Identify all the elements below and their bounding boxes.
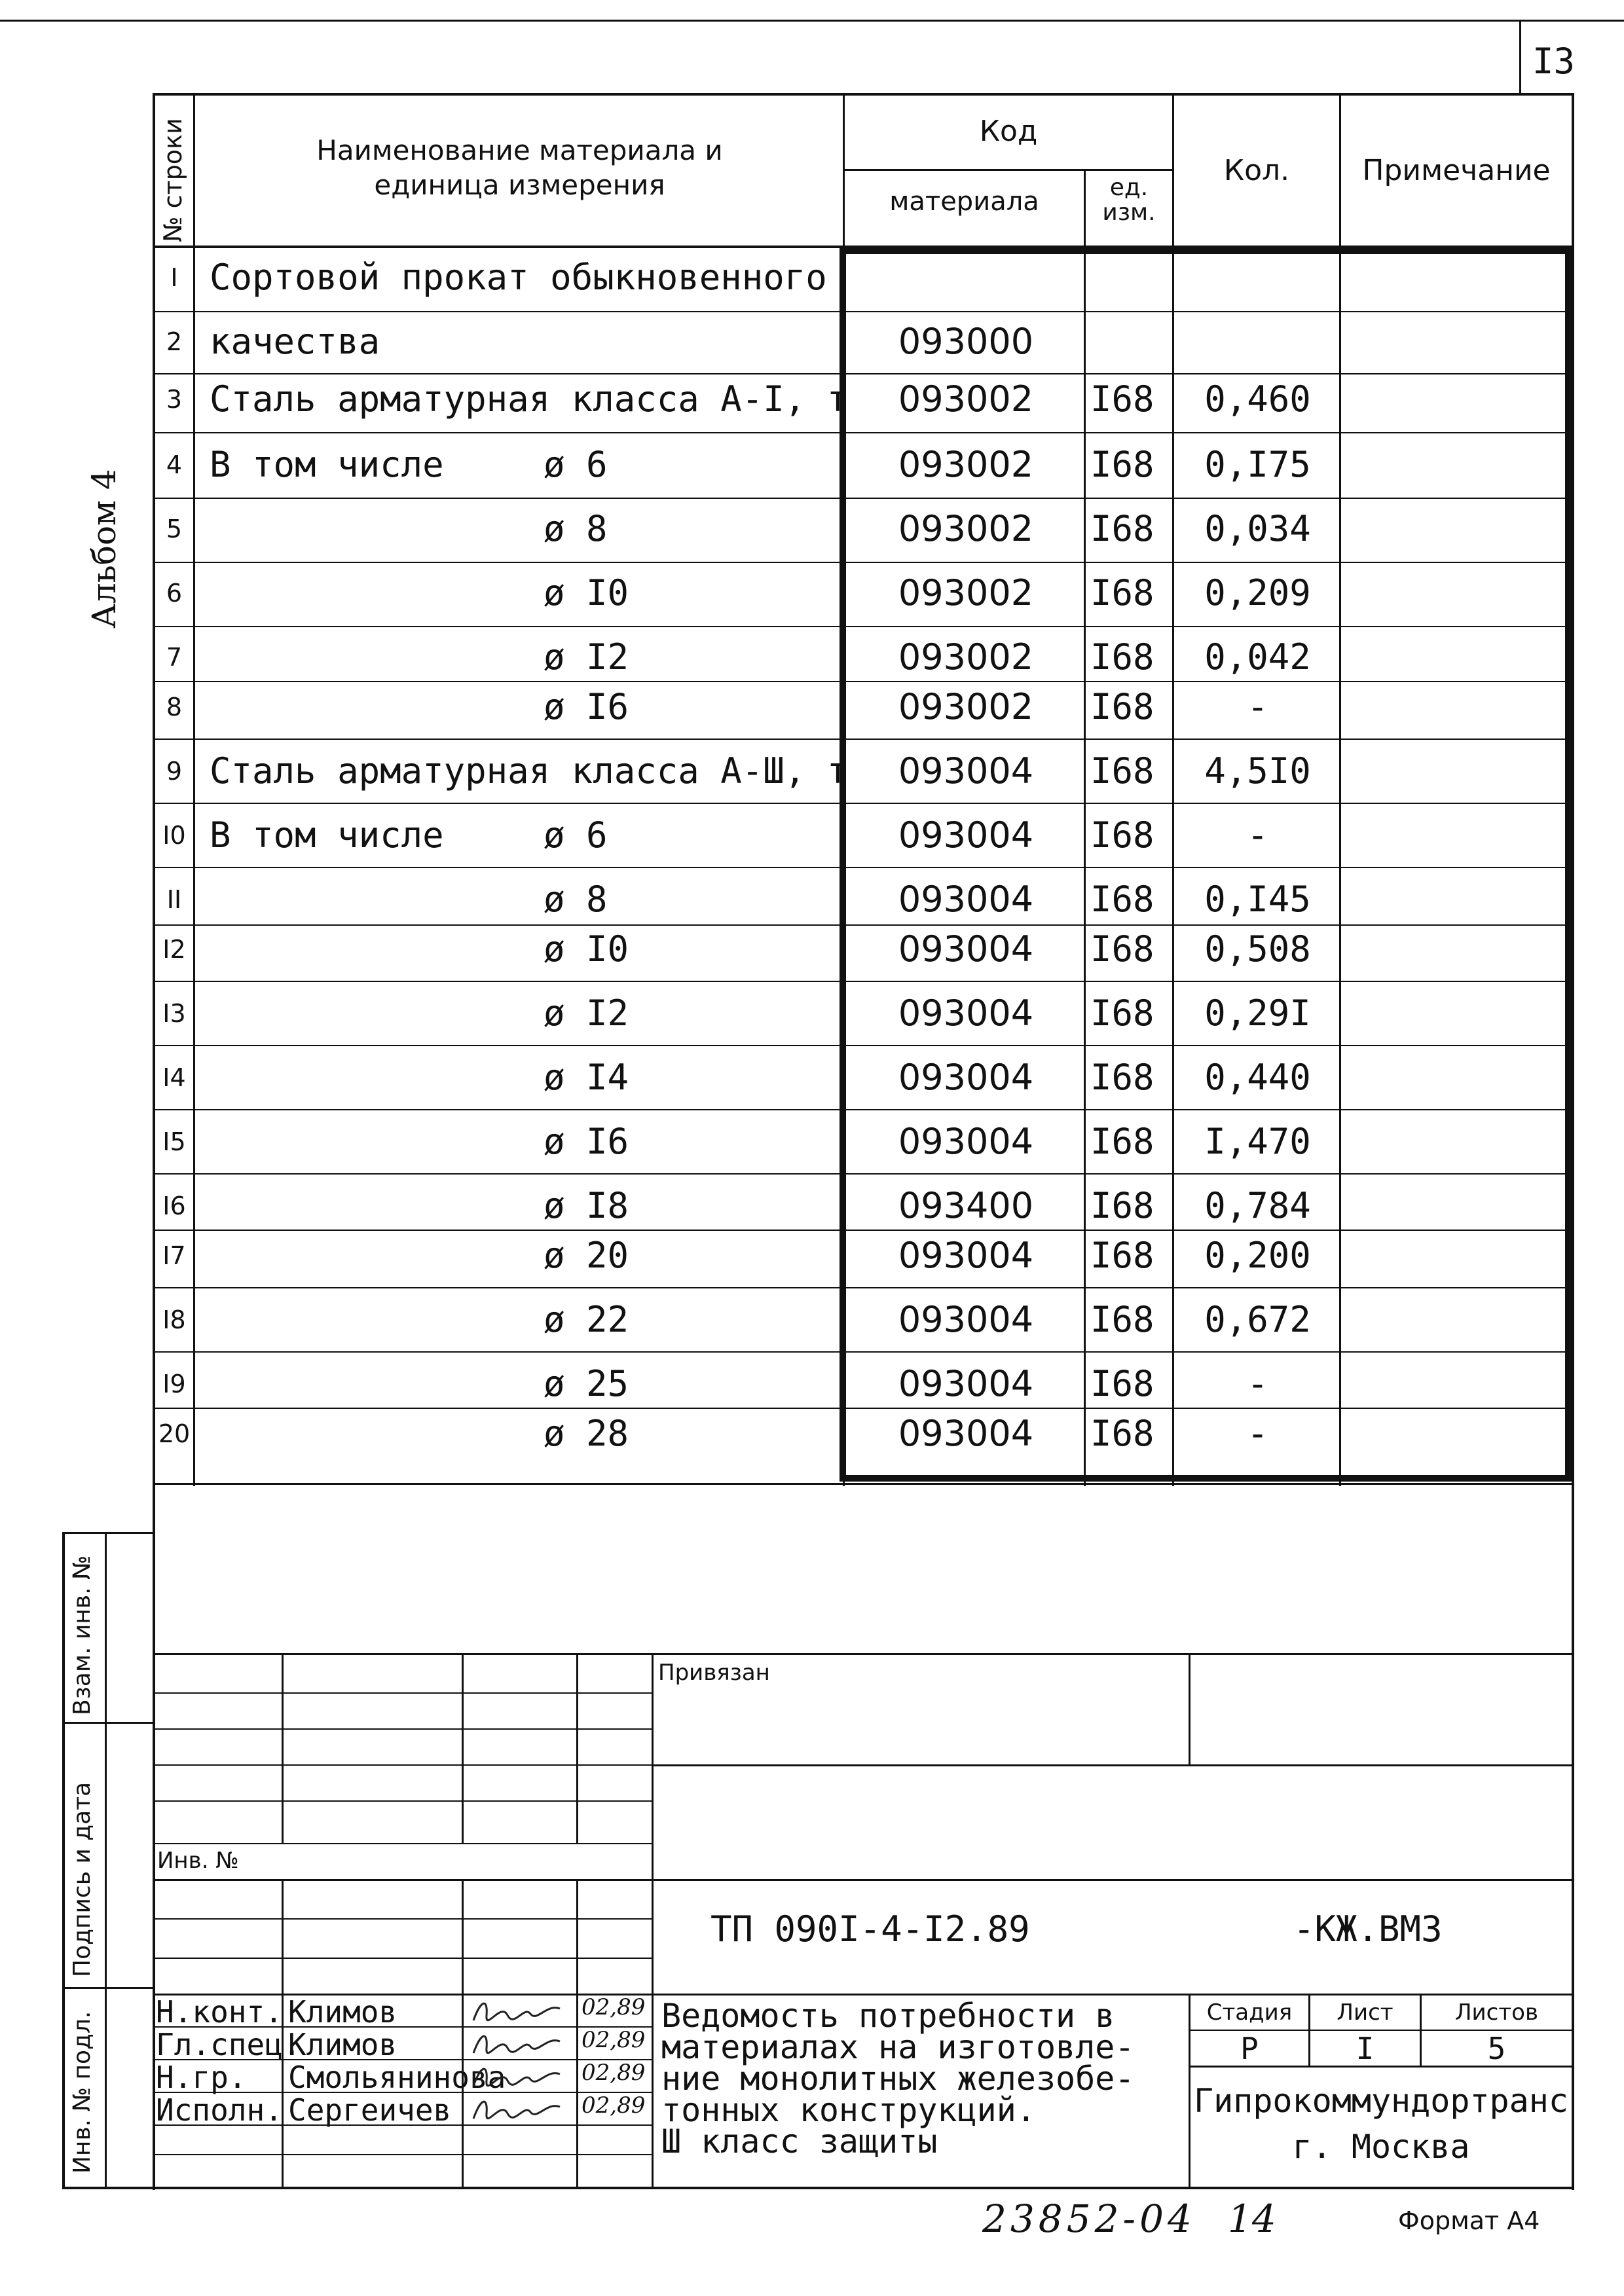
album-label: Альбом 4 — [85, 469, 123, 629]
row-separator — [153, 1408, 1574, 1409]
row-quantity: 0,200 — [1204, 1235, 1311, 1276]
row-number: 9 — [166, 757, 183, 786]
row-unit-code: I68 — [1090, 378, 1154, 420]
tb-h7 — [153, 1918, 654, 1920]
row-number: I3 — [162, 999, 186, 1028]
table-right-border — [1572, 93, 1574, 1486]
row-number: I8 — [162, 1305, 186, 1334]
row-quantity: 0,29I — [1204, 993, 1311, 1034]
signature-icon — [468, 2061, 566, 2092]
row-separator — [153, 1351, 1574, 1353]
row-unit-code: I68 — [1090, 1057, 1154, 1098]
footer-format: Формат А4 — [1398, 2206, 1540, 2235]
table-top-border — [153, 93, 1574, 96]
row-diameter: ø I0 — [544, 572, 629, 613]
row-material-code: 093004 — [898, 1413, 1034, 1454]
doc-title-line: тонных конструкций. — [661, 2091, 1036, 2129]
row-quantity: 0,672 — [1204, 1299, 1311, 1340]
row-quantity: 0,I45 — [1204, 879, 1311, 920]
row-material-code: 093004 — [898, 1363, 1034, 1404]
row-quantity: 0,034 — [1204, 508, 1311, 549]
frame-bottom — [62, 2187, 1574, 2189]
row-diameter: ø 28 — [544, 1413, 629, 1454]
tb-org: Гипрокоммундортранс — [1194, 2082, 1568, 2120]
row-unit-code: I68 — [1090, 928, 1154, 970]
row-material-code: 093000 — [898, 321, 1034, 362]
row-diameter: ø I0 — [544, 928, 629, 970]
header-code-unit-line2: изм. — [1102, 199, 1156, 226]
row-number: I6 — [162, 1192, 186, 1220]
footer-page: 14 — [1228, 2196, 1276, 2241]
row-diameter: ø 22 — [544, 1299, 629, 1340]
row-quantity: 0,440 — [1204, 1057, 1311, 1098]
row-quantity: 0,042 — [1204, 636, 1311, 678]
side-stamp-left — [62, 1532, 65, 2188]
tb-inv-no: Инв. № — [157, 1848, 239, 1874]
row-quantity: 0,209 — [1204, 572, 1311, 613]
row-separator — [153, 867, 1574, 868]
row-separator — [153, 562, 1574, 563]
tb-h8 — [153, 1958, 654, 1959]
row-quantity: 0,460 — [1204, 378, 1311, 420]
row-material-code: 093002 — [898, 444, 1034, 485]
row-number: I — [170, 263, 178, 292]
row-name: Сталь арматурная класса А-I, т — [210, 378, 849, 420]
row-separator — [153, 1173, 1574, 1175]
row-number: II — [166, 885, 182, 914]
row-unit-code: I68 — [1090, 879, 1154, 920]
row-number: I7 — [162, 1241, 186, 1270]
row-separator — [153, 981, 1574, 982]
row-material-code: 093004 — [898, 1121, 1034, 1162]
tb-h2 — [153, 1728, 654, 1730]
row-unit-code: I68 — [1090, 636, 1154, 678]
row-unit-code: I68 — [1090, 508, 1154, 549]
row-diameter: ø 6 — [544, 444, 608, 485]
tb-v2a — [462, 1653, 464, 1843]
row-material-code: 093002 — [898, 508, 1034, 549]
row-quantity: - — [1247, 1363, 1268, 1404]
tb-v3b — [576, 1879, 578, 2187]
tb-v2b — [462, 1879, 464, 2187]
footer-number: 23852-04 — [982, 2196, 1196, 2241]
tb-sheet-label: Лист — [1337, 1999, 1393, 2026]
side-stamp-vzam: Взам. инв. № — [69, 1555, 96, 1715]
tb-r-v-privyazan — [1189, 1653, 1190, 1764]
row-number: 5 — [166, 515, 183, 543]
tb-v3a — [576, 1653, 578, 1843]
row-separator — [153, 311, 1574, 312]
signer-date: 02,89 — [581, 1994, 646, 2020]
row-name: Сортовой прокат обыкновенного — [210, 257, 827, 298]
row-unit-code: I68 — [1090, 1235, 1154, 1276]
row-diameter: ø I8 — [544, 1185, 629, 1226]
row-unit-code: I68 — [1090, 572, 1154, 613]
row-separator — [153, 924, 1574, 926]
code-subheader-line — [843, 169, 1172, 171]
heavy-frame-bottom — [840, 1475, 1572, 1482]
row-number: 4 — [166, 450, 183, 479]
header-code: Код — [979, 115, 1038, 148]
signer-role: Гл.спец. — [156, 2027, 301, 2062]
header-row-no: № строки — [158, 118, 187, 242]
row-quantity: 0,784 — [1204, 1185, 1311, 1226]
row-unit-code: I68 — [1090, 1185, 1154, 1226]
tb-sheet: I — [1356, 2031, 1375, 2066]
row-number: 7 — [166, 643, 183, 672]
row-diameter: ø 8 — [544, 508, 608, 549]
row-number: I4 — [162, 1063, 186, 1092]
row-quantity: - — [1247, 686, 1268, 727]
row-material-code: 093004 — [898, 928, 1034, 970]
row-separator — [153, 803, 1574, 804]
side-stamp-sep2 — [62, 1987, 154, 1989]
row-material-code: 093004 — [898, 1299, 1034, 1340]
table-bottom-border — [153, 1483, 1574, 1485]
tb-top — [153, 1653, 1574, 1655]
row-diameter: ø 8 — [544, 879, 608, 920]
row-quantity: - — [1247, 1413, 1268, 1454]
table-left-border — [153, 93, 155, 1486]
tb-h6 — [153, 1879, 1574, 1881]
signature-icon — [468, 1995, 566, 2027]
signer-role: Исполн. — [156, 2092, 283, 2128]
side-stamp-inv-podl: Инв. № подл. — [69, 2011, 96, 2174]
row-separator — [153, 626, 1574, 627]
doc-title-line: материалах на изготовле- — [661, 2028, 1135, 2066]
tb-v1a — [282, 1653, 284, 1843]
tb-privyazan: Привязан — [658, 1660, 770, 1686]
signer-name: Сергеичев — [288, 2092, 452, 2128]
signer-name: Климов — [288, 2027, 397, 2062]
tb-h5 — [153, 1843, 654, 1844]
signer-role: Н.гр. — [156, 2060, 247, 2095]
row-unit-code: I68 — [1090, 1299, 1154, 1340]
row-unit-code: I68 — [1090, 1121, 1154, 1162]
row-unit-code: I68 — [1090, 993, 1154, 1034]
row-material-code: 093004 — [898, 814, 1034, 856]
row-number: 8 — [166, 693, 183, 721]
row-number: 6 — [166, 579, 183, 608]
row-material-code: 093002 — [898, 686, 1034, 727]
row-unit-code: I68 — [1090, 444, 1154, 485]
doc-title-line: ние монолитных железобе- — [661, 2060, 1135, 2098]
row-separator — [153, 432, 1574, 433]
side-stamp-inner — [105, 1532, 107, 2188]
row-separator — [153, 1109, 1574, 1110]
tb-sheets: 5 — [1487, 2031, 1506, 2066]
row-material-code: 093002 — [898, 378, 1034, 420]
row-quantity: 4,5I0 — [1204, 750, 1311, 792]
row-name: В том числе — [210, 814, 444, 856]
row-diameter: ø 20 — [544, 1235, 629, 1276]
tb-stage: Р — [1240, 2031, 1259, 2066]
signer-name: Климов — [288, 1994, 397, 2030]
row-separator — [153, 1230, 1574, 1231]
signature-icon — [468, 2028, 566, 2060]
row-material-code: 093004 — [898, 1235, 1034, 1276]
top-border — [0, 20, 1624, 22]
row-name: В том числе — [210, 444, 444, 485]
header-qty: Кол. — [1223, 154, 1290, 187]
tb-city: г. Москва — [1292, 2128, 1470, 2166]
row-material-code: 093400 — [898, 1185, 1034, 1226]
tb-h3 — [153, 1764, 654, 1766]
signer-date: 02,89 — [581, 2092, 646, 2119]
doc-title-line: Ведомость потребности в — [661, 1997, 1115, 2035]
tb-v4 — [652, 1653, 654, 2188]
side-stamp-top — [62, 1532, 154, 1534]
tb-doc-code: ТП 090I-4-I2.89 — [710, 1908, 1030, 1950]
page-number: I3 — [1532, 41, 1576, 82]
signer-date: 02,89 — [581, 2027, 646, 2053]
row-number: 3 — [166, 385, 183, 414]
row-quantity: 0,508 — [1204, 928, 1311, 970]
row-number: 20 — [158, 1419, 191, 1448]
row-material-code: 093002 — [898, 636, 1034, 678]
doc-title-line: Ш класс защиты — [661, 2123, 938, 2160]
row-number: I0 — [162, 821, 186, 850]
header-note: Примечание — [1362, 154, 1551, 187]
signer-name: Смольянинова — [288, 2060, 506, 2095]
row-material-code: 093004 — [898, 750, 1034, 792]
header-code-material: материала — [889, 187, 1039, 217]
row-diameter: ø 25 — [544, 1363, 629, 1404]
row-separator — [153, 738, 1574, 740]
row-separator — [153, 498, 1574, 499]
row-separator — [153, 373, 1574, 374]
tb-stage-label: Стадия — [1206, 1999, 1293, 2026]
page-number-box-left — [1519, 20, 1521, 93]
signature-icon — [468, 2094, 566, 2125]
row-name: Сталь арматурная класса А-Ш, т — [210, 750, 849, 792]
row-material-code: 093004 — [898, 879, 1034, 920]
row-name: качества — [210, 321, 380, 362]
row-number: I5 — [162, 1127, 186, 1156]
row-unit-code: I68 — [1090, 1413, 1154, 1454]
row-unit-code: I68 — [1090, 1363, 1154, 1404]
row-separator — [153, 681, 1574, 682]
row-diameter: ø I6 — [544, 1121, 629, 1162]
row-unit-code: I68 — [1090, 750, 1154, 792]
frame-left-lower — [153, 1483, 155, 2190]
row-number: 2 — [166, 327, 183, 356]
row-material-code: 093002 — [898, 572, 1034, 613]
frame-right-lower — [1572, 1483, 1574, 2190]
row-diameter: ø I4 — [544, 1057, 629, 1098]
header-name-line1: Наименование материала и — [316, 134, 723, 166]
tb-sheets-label: Листов — [1454, 1999, 1538, 2026]
row-unit-code: I68 — [1090, 686, 1154, 727]
row-unit-code: I68 — [1090, 814, 1154, 856]
header-name-line2: единица измерения — [374, 169, 665, 201]
signer-role: Н.конт. — [156, 1994, 283, 2030]
tb-h1 — [153, 1692, 654, 1694]
tb-h14 — [153, 2154, 654, 2155]
side-stamp-podpis: Подпись и дата — [69, 1781, 96, 1977]
row-number: I2 — [162, 935, 186, 964]
row-diameter: ø 6 — [544, 814, 608, 856]
row-material-code: 093004 — [898, 1057, 1034, 1098]
tb-r-h1 — [654, 1764, 1574, 1766]
signer-date: 02,89 — [581, 2060, 646, 2086]
row-diameter: ø I6 — [544, 686, 629, 727]
row-number: I9 — [162, 1370, 186, 1398]
heavy-frame-top — [840, 247, 1572, 254]
row-quantity: - — [1247, 814, 1268, 856]
row-diameter: ø I2 — [544, 636, 629, 678]
col-sep-rowno — [193, 93, 195, 1486]
tb-doc-suffix: -КЖ.ВМЗ — [1293, 1908, 1443, 1950]
row-material-code: 093004 — [898, 993, 1034, 1034]
row-separator — [153, 1045, 1574, 1046]
header-code-unit-line1: ед. — [1109, 174, 1149, 201]
tb-h4 — [153, 1800, 654, 1802]
row-separator — [153, 1287, 1574, 1288]
row-quantity: 0,I75 — [1204, 444, 1311, 485]
row-diameter: ø I2 — [544, 993, 629, 1034]
row-quantity: I,470 — [1204, 1121, 1311, 1162]
side-stamp-sep1 — [62, 1722, 154, 1724]
